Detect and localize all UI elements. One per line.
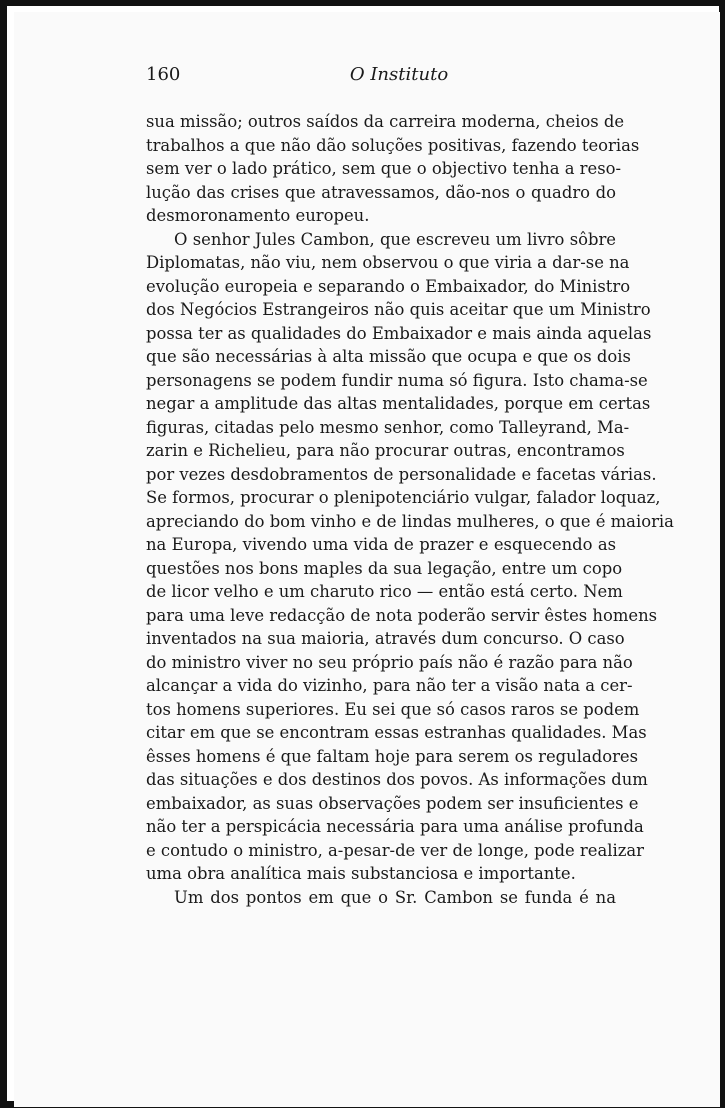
text-line: êsses homens é que faltam hoje para serem os reguladores (146, 746, 639, 766)
text-line: questões nos bons maples da sua legação, entre um copo (146, 558, 623, 578)
text-line: evolução europeia e separando o Embaixador, do Ministro (146, 276, 631, 296)
text-line: Diplomatas, não viu, nem observou o que viria a dar-se na (146, 253, 630, 272)
text-line: não ter a perspicácia necessária para uma análise profunda (146, 817, 644, 836)
text-line: zarin e Richelieu, para não procurar outras, encontramos (146, 441, 625, 460)
text-line: lução das crises que atravessamos, dão-nos o quadro do (146, 182, 616, 202)
text-line: possa ter as qualidades do Embaixador e mais ainda aquelas (146, 323, 652, 343)
text-line: apreciando do bom vinho e de lindas mulheres, o que é maioria (146, 511, 674, 531)
text-line: embaixador, as suas observações podem ser insuficientes e (146, 793, 639, 813)
text-line: que são necessárias à alta missão que ocupa e que os dois (146, 347, 631, 366)
text-line: de licor velho e um charuto rico — então está certo. Nem (146, 582, 623, 601)
text-line: personagens se podem fundir numa só figura. Isto chama-se (146, 370, 648, 390)
text-line: para uma leve redacção de nota poderão servir êstes homens (146, 605, 658, 625)
body-text (146, 110, 674, 909)
text-line: negar a amplitude das altas mentalidades, porque em certas (146, 394, 651, 413)
text-line: uma obra analítica mais substanciosa e importante. (146, 864, 576, 883)
running-title: O Instituto (349, 64, 449, 85)
page-number: 160 (146, 64, 181, 85)
text-line: e contudo o ministro, a-pesar-de ver de longe, pode realizar (146, 840, 644, 860)
text-line: dos Negócios Estrangeiros não quis aceitar que um Ministro (146, 300, 651, 319)
text-line: Um dos pontos em que o Sr. Cambon se funda é na (174, 887, 616, 907)
page-header (146, 64, 616, 94)
text-line: na Europa, vivendo uma vida de prazer e esquecendo as (146, 535, 616, 554)
text-line: Se formos, procurar o plenipotenciário vulgar, falador loquaz, (146, 488, 661, 507)
text-line: citar em que se encontram essas estranhas qualidades. Mas (146, 723, 647, 742)
text-line: trabalhos a que não dão soluções positivas, fazendo teorias (146, 135, 640, 155)
text-line: tos homens superiores. Eu sei que só casos raros se podem (146, 699, 640, 719)
text-line: por vezes desdobramentos de personalidade e facetas várias. (146, 464, 657, 484)
text-line: desmoronamento europeu. (146, 206, 370, 225)
text-line: O senhor Jules Cambon, que escreveu um livro sôbre (174, 229, 616, 249)
text-line: sua missão; outros saídos da carreira moderna, cheios de (146, 112, 625, 131)
text-line: do ministro viver no seu próprio país não é razão para não (146, 652, 633, 672)
text-line: alcançar a vida do vizinho, para não ter a visão nata a cer- (146, 676, 633, 695)
text-line: figuras, citadas pelo mesmo senhor, como Talleyrand, Ma- (146, 417, 630, 437)
text-line: sem ver o lado prático, sem que o objectivo tenha a reso- (146, 159, 622, 178)
text-line: inventados na sua maioria, através dum concurso. O caso (146, 629, 625, 648)
text-line: das situações e dos destinos dos povos. As informações dum (146, 770, 648, 789)
